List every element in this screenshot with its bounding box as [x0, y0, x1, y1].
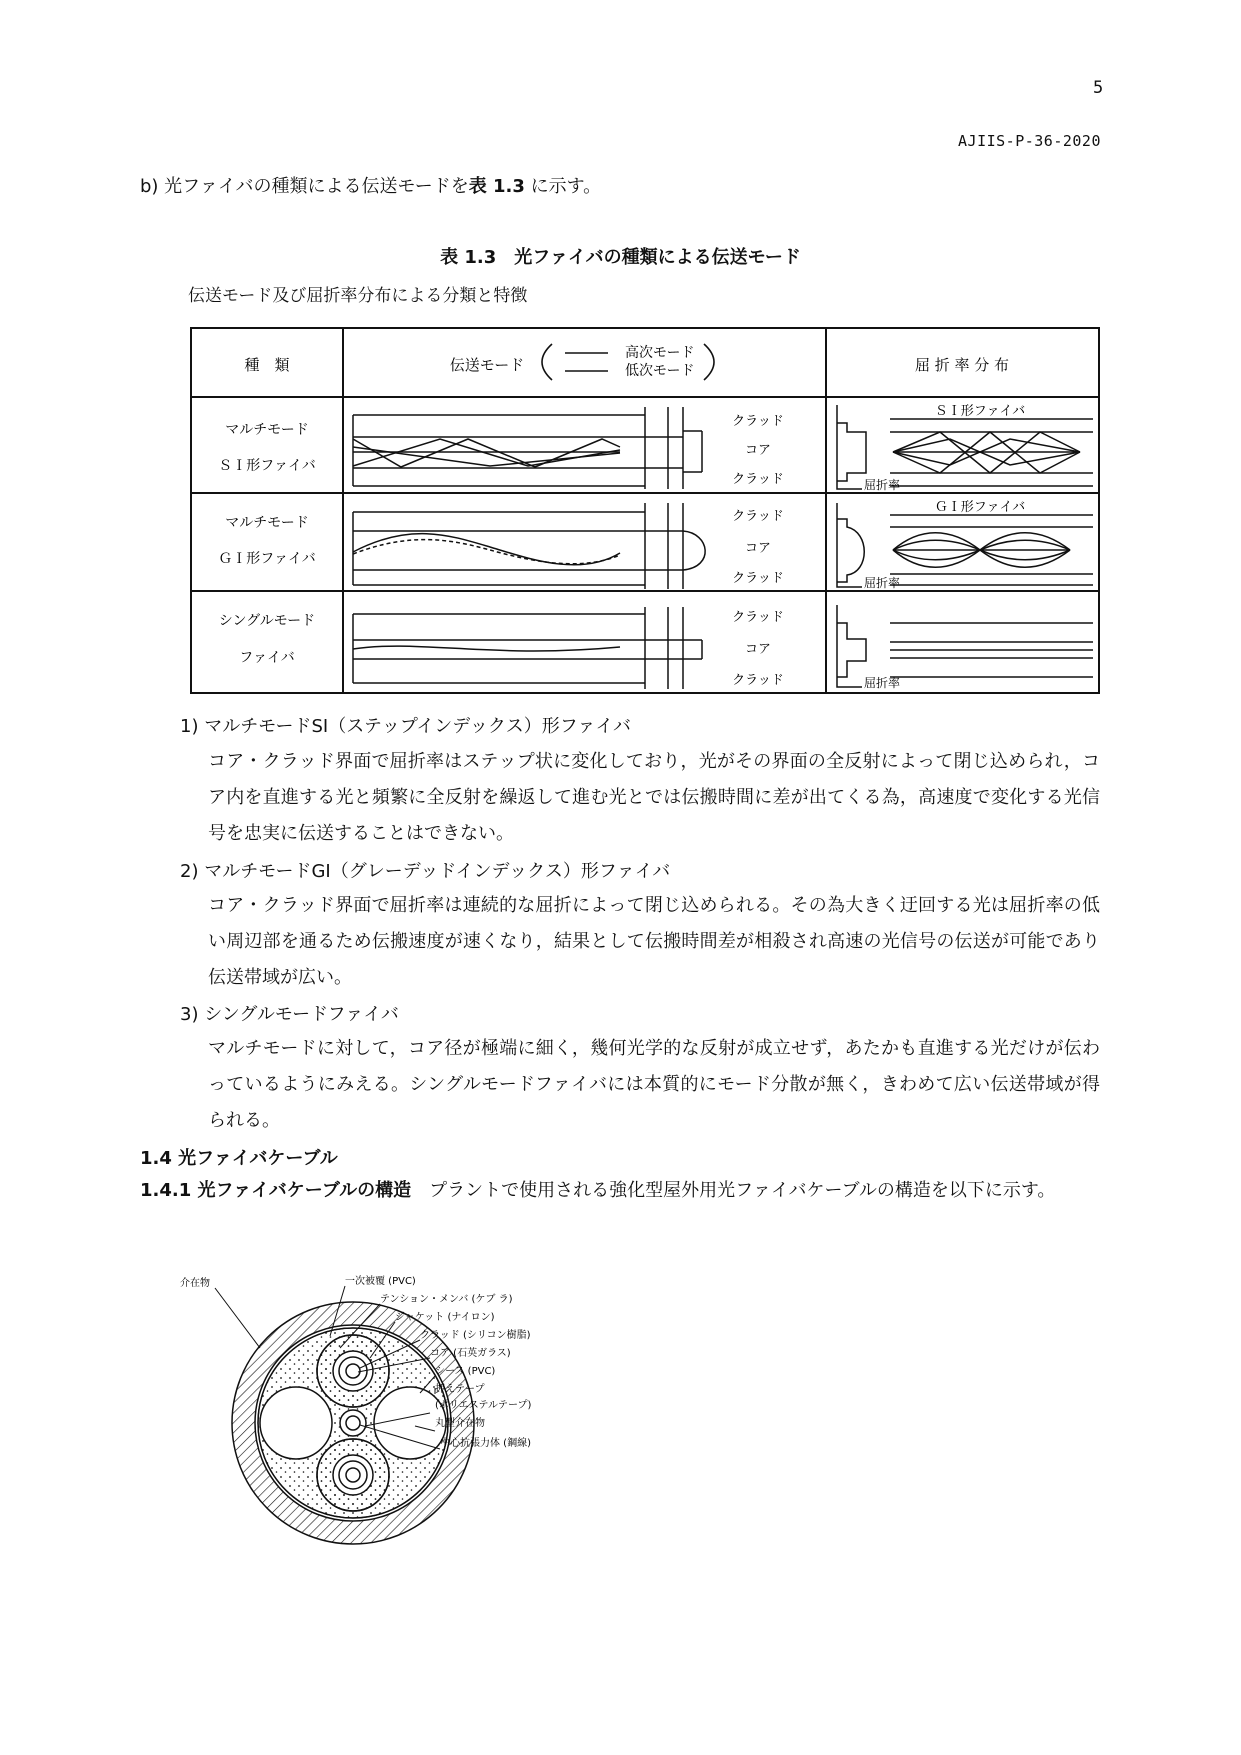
table-subtitle: 伝送モード及び屈折率分布による分類と特徴 — [188, 286, 528, 306]
intro-suffix: に示す。 — [524, 176, 602, 197]
left-round-filler — [260, 1387, 332, 1459]
row-sm-name-1: シングルモード — [218, 613, 316, 629]
item-2-heading: 2) マルチモードGI（グレーデッドインデックス）形ファイバ — [180, 861, 671, 882]
table-caption: 表 1.3 光ファイバの種類による伝送モード — [440, 247, 801, 268]
row-si-core: コア — [744, 443, 772, 458]
legend-right-paren — [704, 344, 714, 380]
row-si-profile-title: ＳＩ形ファイバ — [934, 404, 1026, 419]
legend-high-label: 高次モード — [625, 345, 695, 361]
label-round-filler: 丸型介在物 — [435, 1418, 485, 1429]
item-3-body: マルチモードに対して，コア径が極端に細く，幾何光学的な反射が成立せず，あたかも直進する光だけが伝わっているようにみえる。シングルモードファイバには本質的にモード分散が無く，きわめて広い伝送帯域が得られる。 — [208, 1038, 1100, 1131]
row-si — [218, 404, 1093, 492]
row-si-name-1: マルチモード — [225, 422, 309, 438]
sm-fiber-drawing — [353, 607, 702, 689]
item-1-heading: 1) マルチモードSI（ステップインデックス）形ファイバ — [180, 716, 631, 737]
label-center-strength-member: 中心抗張力体 (鋼線) — [440, 1438, 531, 1449]
row-gi-name-1: マルチモード — [225, 515, 309, 531]
transmission-mode-table — [190, 327, 1102, 697]
label-jacket: ジャケット (ナイロン) — [395, 1312, 495, 1323]
header-mode: 伝送モード — [449, 356, 525, 374]
row-gi-core: コア — [744, 541, 772, 556]
section-heading: 1.4 光ファイバケーブル — [140, 1148, 338, 1169]
subsection-paragraph — [140, 1173, 1100, 1209]
gi-fiber-drawing — [353, 503, 705, 589]
intro-sentence — [140, 172, 601, 198]
subsection-heading: 1.4.1 光ファイバケーブルの構造 — [140, 1180, 412, 1201]
row-si-profile-label: 屈折率 — [864, 478, 901, 492]
center-filler — [340, 1410, 366, 1436]
row-si-clad-bottom: クラッド — [732, 472, 784, 487]
label-clad: クラッド (シリコン樹脂) — [420, 1330, 531, 1341]
row-sm-name-2: ファイバ — [239, 650, 295, 666]
cable-cross-section-figure — [180, 1268, 640, 1568]
item-2-body: コア・クラッド界面で屈折率は連続的な屈折によって閉じ込められる。その為大きく迂回する光は屈折率の低い周辺部を通るため伝搬速度が速くなり，結果として伝搬時間差が相殺され高速の光信号の伝送が可能であり伝送帯域が広い。 — [208, 895, 1100, 988]
header-index: 屈 折 率 分 布 — [914, 356, 1010, 374]
row-si-clad-top: クラッド — [732, 414, 784, 429]
page-number: 5 — [1093, 78, 1104, 98]
row-sm — [219, 605, 1093, 690]
label-filler: 介在物 — [180, 1278, 210, 1289]
row-gi-name-2: ＧＩ形ファイバ — [218, 551, 316, 567]
label-tension-member: テンション・メンバ (ケブ ラ) — [380, 1294, 513, 1305]
intro-table-ref: 表 1.3 — [468, 176, 525, 197]
row-gi-clad-top: クラッド — [732, 509, 784, 524]
row-si-name-2: ＳＩ形ファイバ — [218, 458, 316, 474]
row-gi-profile-title: ＧＩ形ファイバ — [934, 500, 1026, 515]
item-3-heading: 3) シングルモードファイバ — [180, 1004, 399, 1025]
document-id: AJIIS-P-36-2020 — [958, 132, 1101, 150]
label-polyester-tape: (ポリエステルテープ) — [435, 1400, 532, 1411]
si-fiber-drawing — [353, 407, 702, 489]
row-gi-clad-bottom: クラッド — [732, 571, 784, 586]
row-sm-profile-label: 屈折率 — [864, 676, 901, 690]
subsection-text: プラントで使用される強化型屋外用光ファイバケーブルの構造を以下に示す。 — [411, 1180, 1056, 1201]
intro-prefix: b) 光ファイバの種類による伝送モードを — [140, 176, 469, 197]
gi-index-profile — [837, 503, 1093, 587]
row-sm-core: コア — [744, 642, 772, 657]
label-primary-coating: 一次被覆 (PVC) — [345, 1276, 416, 1287]
item-1-body: コア・クラッド界面で屈折率はステップ状に変化しており，光がその界面の全反射によって閉じ込められ，コア内を直進する光と頻繁に全反射を繰返して進む光とでは伝搬時間に差が出てくる為，高速度で変化する光信号を忠実に伝送することはできない。 — [208, 751, 1100, 844]
label-sheath: シース (PVC) — [435, 1366, 496, 1377]
label-core: コア (石英ガラス) — [430, 1348, 511, 1359]
row-sm-clad-bottom: クラッド — [732, 673, 784, 688]
legend-low-label: 低次モード — [625, 363, 695, 379]
sm-index-profile — [837, 605, 1093, 687]
row-gi-profile-label: 屈折率 — [864, 576, 901, 590]
row-gi — [218, 500, 1093, 590]
header-type: 種 類 — [244, 356, 290, 374]
row-sm-clad-top: クラッド — [732, 610, 784, 625]
label-binding-tape: 押えテープ — [435, 1384, 485, 1395]
legend-left-paren — [542, 344, 552, 380]
